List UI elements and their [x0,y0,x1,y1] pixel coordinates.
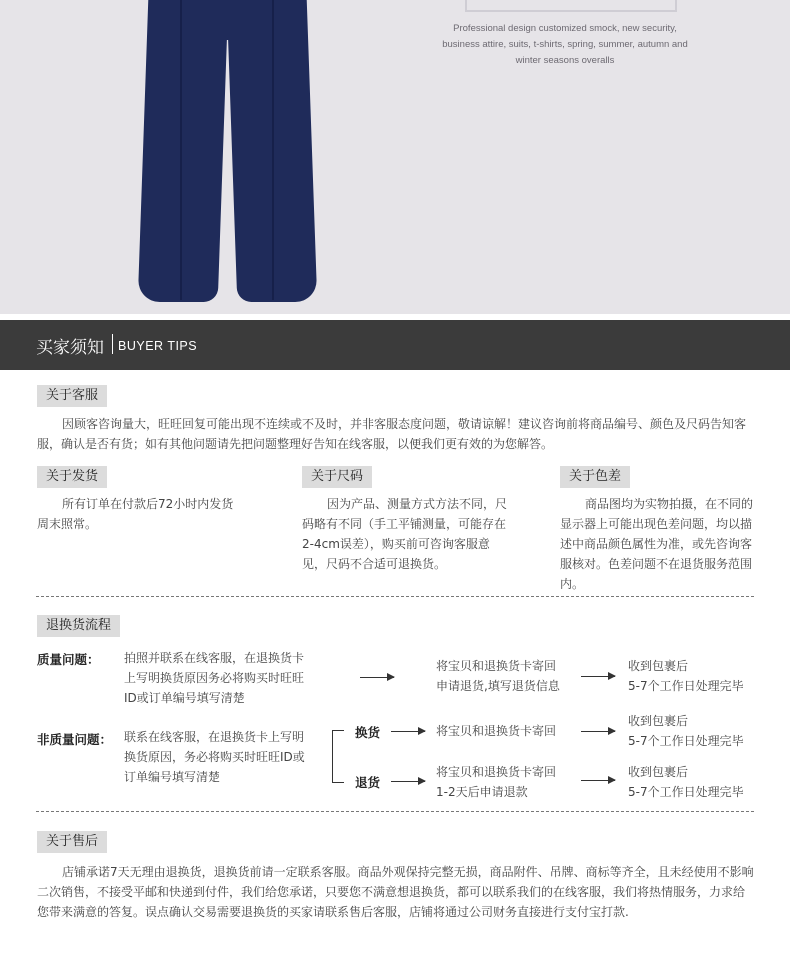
quality-receive-line: 收到包裹后 [628,659,689,673]
caption-line: Professional design customized smock, new security, [453,23,677,34]
exchange-receive [628,711,756,751]
customer-service-text: 因顾客咨询量大，旺旺回复可能出现不连续或不及时，并非客服态度问题，敬请谅解！建议咨询前将商品编号、颜色及尺码告知客服，确认是否有货；如有其他问题请先把问题整理好告知在线客服，以便我们更有效的为您解答。 [37,417,747,451]
exchange-receive-line: 收到包裹后 [628,714,689,728]
arrow-right-icon [581,731,615,732]
return-label: 退货 [355,775,381,790]
arrow-right-icon [581,676,615,677]
exchange-label: 换货 [355,725,381,740]
quality-receive-line: 5-7个工作日处理完毕 [628,679,744,693]
return-receive-line: 收到包裹后 [628,765,689,779]
return-receive [628,762,756,802]
caption-frame [465,0,677,12]
non-quality-issue-label: 非质量问题： [37,732,113,747]
customer-service-heading: 关于客服 [37,385,107,407]
quality-issue-steps: 拍照并联系在线客服，在退换货卡上写明换货原因务必将购买时旺旺ID或订单编号填写清楚 [124,651,305,705]
shipping-heading: 关于发货 [37,466,107,488]
exchange-send-back: 将宝贝和退换货卡寄回 [436,724,557,738]
arrow-right-icon [391,781,425,782]
return-send-back-line: 1-2天后申请退款 [436,785,528,799]
return-send-back [436,762,586,802]
return-send-back-line: 将宝贝和退换货卡寄回 [436,765,557,779]
product-photo [0,0,790,314]
shipping-text: 所有订单在付款后72小时内发货周末照常。 [37,497,234,531]
buyer-tips-title: 买家须知 [36,338,104,358]
quality-receive [628,656,756,696]
caption-line: winter seasons overalls [515,55,615,66]
return-process-heading: 退换货流程 [37,615,120,637]
quality-send-back [436,656,586,696]
color-difference-text: 商品图均为实物拍摄，在不同的显示器上可能出现色差问题，均以描述中商品颜色属性为准，或先咨询客服核对。色差问题不在退货服务范围内。 [560,497,754,591]
color-difference-heading: 关于色差 [560,466,630,488]
arrow-right-icon [360,677,394,678]
product-caption [425,21,705,69]
sizing-text: 因为产品、测量方式方法不同，尺码略有不同（手工平铺测量，可能存在2-4cm误差），购买前可咨询客服意见，尺码不合适可退换货。 [302,497,508,571]
arrow-right-icon [391,731,425,732]
return-receive-line: 5-7个工作日处理完毕 [628,785,744,799]
buyer-tips-subtitle: BUYER TIPS [118,339,198,353]
after-sales-text: 店铺承诺7天无理由退换货，退换货前请一定联系客服。商品外观保持完整无损，商品附件、吊牌、商标等齐全，且未经使用不影响二次销售，不接受平邮和快递到付件，我们给您承诺，只要您不满意想退换货，都可以联系我们的在线客服，我们将热情服务，力求给您带来满意的答复。误点确认交易需要退换货的买家请联系售后客服，店铺将通过公司财务直接进行支付宝打款. [37,865,754,919]
sizing-heading: 关于尺码 [302,466,372,488]
arrow-right-icon [581,780,615,781]
dashed-divider [36,811,754,812]
navy-work-pants-image [140,0,315,302]
caption-line: business attire, suits, t-shirts, spring, summer, autumn and [442,39,688,50]
exchange-receive-line: 5-7个工作日处理完毕 [628,734,744,748]
header-divider [112,334,113,354]
branch-bracket [332,730,344,783]
quality-send-back-line: 申请退货,填写退货信息 [436,679,560,693]
quality-send-back-line: 将宝贝和退换货卡寄回 [436,659,557,673]
quality-issue-label: 质量问题： [37,652,100,667]
non-quality-issue-steps: 联系在线客服，在退换货卡上写明换货原因，务必将购买时旺旺ID或订单编号填写清楚 [124,730,305,784]
dashed-divider [36,596,754,597]
after-sales-heading: 关于售后 [37,831,107,853]
